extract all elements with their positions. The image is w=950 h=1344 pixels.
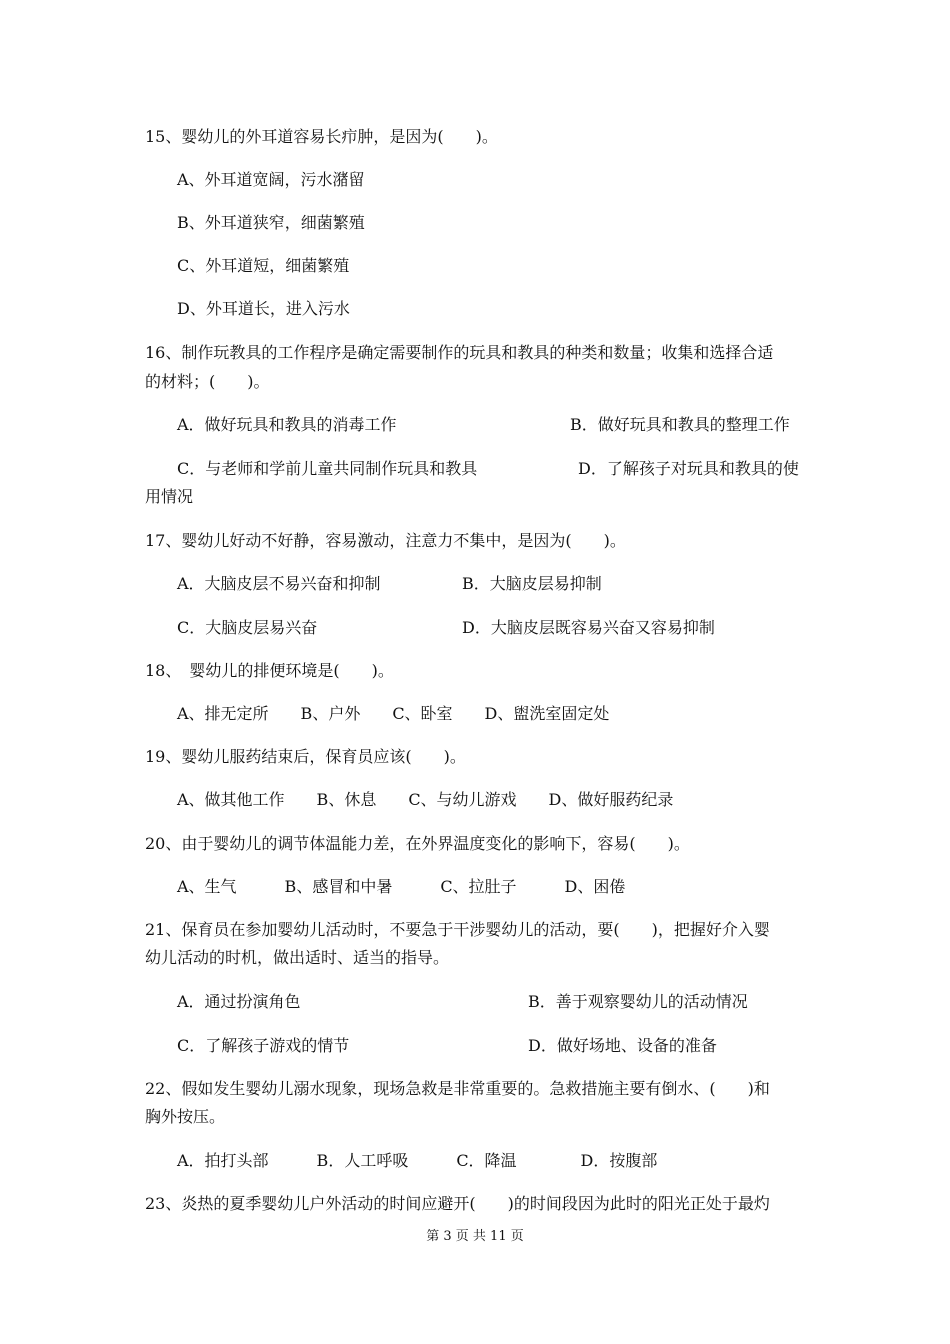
question-17-stem: 17、婴幼儿好动不好静，容易激动，注意力不集中，是因为( )。 (145, 531, 626, 550)
question-17-option-b: B．大脑皮层易抑制 (462, 574, 602, 593)
question-22-stem-line-2: 胸外按压。 (145, 1107, 226, 1126)
question-15-option-b: B、外耳道狭窄，细菌繁殖 (177, 213, 365, 232)
page-footer: 第 3 页 共 11 页 (426, 1229, 524, 1244)
question-16-stem-line-1: 16、制作玩教具的工作程序是确定需要制作的玩具和教具的种类和数量；收集和选择合适 (145, 343, 774, 362)
question-20-options: A、生气 B、感冒和中暑 C、拉肚子 D、困倦 (177, 877, 626, 896)
question-18-options: A、排无定所 B、户外 C、卧室 D、盥洗室固定处 (177, 704, 610, 723)
question-21-option-b: B．善于观察婴幼儿的活动情况 (528, 992, 748, 1011)
question-20-stem: 20、由于婴幼儿的调节体温能力差，在外界温度变化的影响下，容易( )。 (145, 834, 690, 853)
question-22-stem-line-1: 22、假如发生婴幼儿溺水现象，现场急救是非常重要的。急救措施主要有倒水、( )和 (145, 1079, 770, 1098)
question-22-options: A．拍打头部 B．人工呼吸 C．降温 D．按腹部 (177, 1151, 658, 1170)
question-21-option-c: C．了解孩子游戏的情节 (177, 1036, 350, 1055)
question-15-option-d: D、外耳道长，进入污水 (177, 299, 350, 318)
question-17-option-d: D．大脑皮层既容易兴奋又容易抑制 (462, 618, 715, 637)
question-16-option-b: B．做好玩具和教具的整理工作 (570, 415, 790, 434)
question-21-option-a: A．通过扮演角色 (177, 992, 301, 1011)
question-17-option-a: A．大脑皮层不易兴奋和抑制 (177, 574, 381, 593)
question-19-options: A、做其他工作 B、休息 C、与幼儿游戏 D、做好服药纪录 (177, 790, 674, 809)
question-15-option-a: A、外耳道宽阔，污水潴留 (177, 170, 365, 189)
question-15-stem: 15、婴幼儿的外耳道容易长疖肿，是因为( )。 (145, 127, 498, 146)
question-16-option-c: C．与老师和学前儿童共同制作玩具和教具 (177, 459, 478, 478)
question-21-option-d: D．做好场地、设备的准备 (528, 1036, 717, 1055)
question-21-stem-line-1: 21、保育员在参加婴幼儿活动时，不要急于干涉婴幼儿的活动，要( )，把握好介入婴 (145, 920, 770, 939)
question-19-stem: 19、婴幼儿服药结束后，保育员应该( )。 (145, 747, 466, 766)
question-18-stem: 18、 婴幼儿的排便环境是( )。 (145, 661, 394, 680)
question-17-option-c: C．大脑皮层易兴奋 (177, 618, 318, 637)
question-16-option-a: A．做好玩具和教具的消毒工作 (177, 415, 397, 434)
question-23-stem-line-1: 23、炎热的夏季婴幼儿户外活动的时间应避开( )的时间段因为此时的阳光正处于最灼 (145, 1194, 770, 1213)
question-16-option-d-line-2: 用情况 (145, 487, 194, 506)
question-16-option-d-line-1: D．了解孩子对玩具和教具的使 (578, 459, 799, 478)
question-15-option-c: C、外耳道短，细菌繁殖 (177, 256, 350, 275)
question-16-stem-line-2: 的材料；( )。 (145, 372, 270, 391)
question-21-stem-line-2: 幼儿活动的时机，做出适时、适当的指导。 (145, 948, 450, 967)
